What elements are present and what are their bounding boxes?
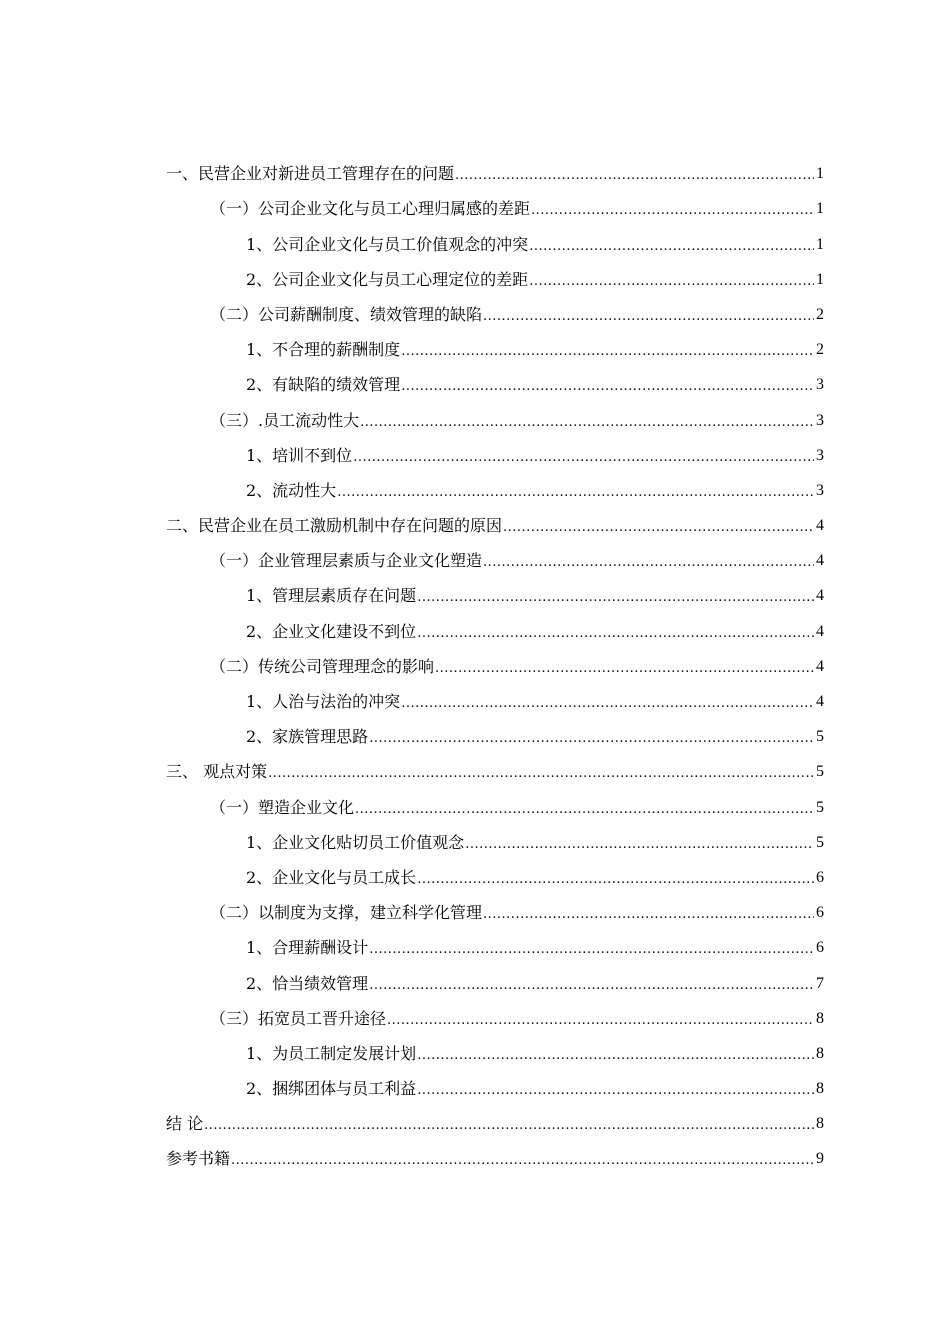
toc-entry[interactable] xyxy=(166,507,824,542)
toc-leader-dots xyxy=(355,802,814,818)
toc-entry-page: 4 xyxy=(816,622,824,640)
toc-entry[interactable] xyxy=(166,859,824,894)
toc-leader-dots xyxy=(465,837,814,853)
toc-entry-page: 7 xyxy=(816,974,824,992)
toc-entry-page: 5 xyxy=(816,833,824,851)
toc-entry-title: 1、培训不到位 xyxy=(246,445,353,465)
toc-entry-page: 4 xyxy=(816,693,824,710)
toc-entry[interactable] xyxy=(166,718,824,753)
toc-entry-title: 1、为员工制定发展计划 xyxy=(246,1043,417,1063)
toc-leader-dots xyxy=(417,590,814,606)
toc-entry-title: （一）塑造企业文化 xyxy=(210,797,355,817)
toc-entry-page: 8 xyxy=(816,1044,824,1062)
toc-entry-title: 2、公司企业文化与员工心理定位的差距 xyxy=(246,269,529,289)
toc-entry-page: 8 xyxy=(816,1080,824,1098)
toc-entry-title: 1、公司企业文化与员工价值观念的冲突 xyxy=(246,234,529,254)
toc-leader-dots xyxy=(369,731,814,747)
toc-leader-dots xyxy=(417,626,814,642)
toc-entry-title: 2、企业文化建设不到位 xyxy=(246,621,417,641)
toc-entry-page: 3 xyxy=(816,481,824,499)
toc-entry-title: 结 论 xyxy=(166,1114,204,1134)
toc-entry-page: 9 xyxy=(816,1150,824,1168)
toc-leader-dots xyxy=(369,978,814,994)
toc-entry-page: 8 xyxy=(816,1009,824,1027)
toc-entry[interactable] xyxy=(166,472,824,507)
toc-entry[interactable] xyxy=(166,155,824,190)
toc-entry-title: （三）拓宽员工晋升途径 xyxy=(210,1008,387,1028)
toc-leader-dots xyxy=(387,1013,814,1029)
toc-entry-title: （一）公司企业文化与员工心理归属感的差距 xyxy=(210,199,531,219)
toc-entry-title: 1、合理薪酬设计 xyxy=(246,938,369,958)
toc-leader-dots xyxy=(483,555,814,571)
toc-leader-dots xyxy=(369,942,814,958)
toc-entry-page: 2 xyxy=(816,305,824,323)
toc-entry[interactable] xyxy=(166,331,824,366)
toc-entry-title: 2、捆绑团体与员工利益 xyxy=(246,1079,417,1099)
toc-leader-dots xyxy=(231,1153,814,1169)
toc-entry[interactable] xyxy=(166,683,824,718)
toc-entry[interactable] xyxy=(166,225,824,260)
toc-entry[interactable] xyxy=(166,929,824,964)
toc-entry-title: 2、恰当绩效管理 xyxy=(246,973,369,993)
toc-entry[interactable] xyxy=(166,542,824,577)
toc-entry[interactable] xyxy=(166,612,824,647)
toc-leader-dots xyxy=(337,485,814,501)
toc-entry[interactable] xyxy=(166,753,824,788)
toc-entry[interactable] xyxy=(166,1000,824,1035)
toc-leader-dots xyxy=(401,379,814,395)
toc-entry[interactable] xyxy=(166,1070,824,1105)
toc-leader-dots xyxy=(204,1118,814,1134)
toc-entry-page: 1 xyxy=(816,235,824,253)
toc-leader-dots xyxy=(268,766,814,782)
toc-entry-page: 6 xyxy=(816,904,824,922)
toc-leader-dots xyxy=(417,1083,814,1099)
table-of-contents xyxy=(166,155,824,1175)
toc-entry-title: 三、 观点对策 xyxy=(166,762,268,782)
toc-entry-title: （二）公司薪酬制度、绩效管理的缺陷 xyxy=(210,304,483,324)
toc-leader-dots xyxy=(353,450,814,466)
toc-entry[interactable] xyxy=(166,964,824,999)
toc-entry[interactable] xyxy=(166,190,824,225)
toc-entry-page: 4 xyxy=(816,517,824,535)
toc-entry-page: 4 xyxy=(816,587,824,605)
toc-entry-title: 一、民营企业对新进员工管理存在的问题 xyxy=(166,164,455,184)
toc-entry-title: 1、人治与法治的冲突 xyxy=(246,692,401,711)
toc-entry-title: 1、不合理的薪酬制度 xyxy=(246,340,401,360)
toc-leader-dots xyxy=(360,415,814,431)
toc-entry[interactable] xyxy=(166,261,824,296)
toc-entry[interactable] xyxy=(166,824,824,859)
toc-entry-title: 2、企业文化与员工成长 xyxy=(246,867,417,887)
toc-entry-title: （一）企业管理层素质与企业文化塑造 xyxy=(210,551,483,571)
toc-leader-dots xyxy=(503,520,814,536)
toc-entry[interactable] xyxy=(166,366,824,401)
toc-entry-title: 1、管理层素质存在问题 xyxy=(246,586,417,606)
toc-leader-dots xyxy=(483,309,814,325)
toc-entry-page: 5 xyxy=(816,798,824,816)
toc-entry-page: 1 xyxy=(816,200,824,218)
toc-entry-title: 1、企业文化贴切员工价值观念 xyxy=(246,832,465,852)
toc-entry[interactable] xyxy=(166,401,824,436)
toc-entry-page: 4 xyxy=(816,657,824,675)
toc-entry-page: 6 xyxy=(816,868,824,886)
toc-entry-title: 2、有缺陷的绩效管理 xyxy=(246,375,401,395)
toc-entry-title: 参考书籍 xyxy=(166,1149,231,1169)
toc-entry-page: 8 xyxy=(816,1115,824,1133)
toc-entry-page: 3 xyxy=(816,376,824,394)
toc-entry-page: 3 xyxy=(816,411,824,429)
toc-entry[interactable] xyxy=(166,1105,824,1140)
toc-entry-title: （三）.员工流动性大 xyxy=(210,410,360,430)
toc-leader-dots xyxy=(401,344,814,360)
toc-entry-page: 6 xyxy=(816,939,824,957)
toc-leader-dots xyxy=(417,872,814,888)
toc-leader-dots xyxy=(417,1048,814,1064)
toc-entry[interactable] xyxy=(166,296,824,331)
toc-entry-page: 3 xyxy=(816,446,824,464)
toc-entry[interactable] xyxy=(166,788,824,823)
toc-leader-dots xyxy=(455,168,814,184)
toc-entry-page: 5 xyxy=(816,763,824,781)
toc-entry-title: （二）以制度为支撑，建立科学化管理 xyxy=(210,903,483,923)
toc-entry-page: 4 xyxy=(816,552,824,570)
toc-leader-dots xyxy=(531,203,814,219)
toc-entry-page: 2 xyxy=(816,341,824,359)
toc-entry-title: 二、民营企业在员工激励机制中存在问题的原因 xyxy=(166,516,503,536)
toc-entry-title: （二）传统公司管理理念的影响 xyxy=(210,656,435,676)
toc-entry[interactable] xyxy=(166,894,824,929)
toc-leader-dots xyxy=(529,239,814,255)
toc-entry-title: 2、家族管理思路 xyxy=(246,727,369,747)
toc-entry[interactable] xyxy=(166,577,824,612)
toc-entry-page: 1 xyxy=(816,270,824,288)
toc-leader-dots xyxy=(401,696,814,712)
toc-entry[interactable] xyxy=(166,1140,824,1175)
toc-entry[interactable] xyxy=(166,437,824,472)
toc-leader-dots xyxy=(435,661,814,677)
toc-entry[interactable] xyxy=(166,1035,824,1070)
toc-leader-dots xyxy=(529,274,814,290)
toc-entry-page: 1 xyxy=(816,165,824,183)
toc-entry-page: 5 xyxy=(816,728,824,746)
toc-entry-title: 2、流动性大 xyxy=(246,480,337,500)
toc-leader-dots xyxy=(483,907,814,923)
toc-entry[interactable] xyxy=(166,648,824,683)
